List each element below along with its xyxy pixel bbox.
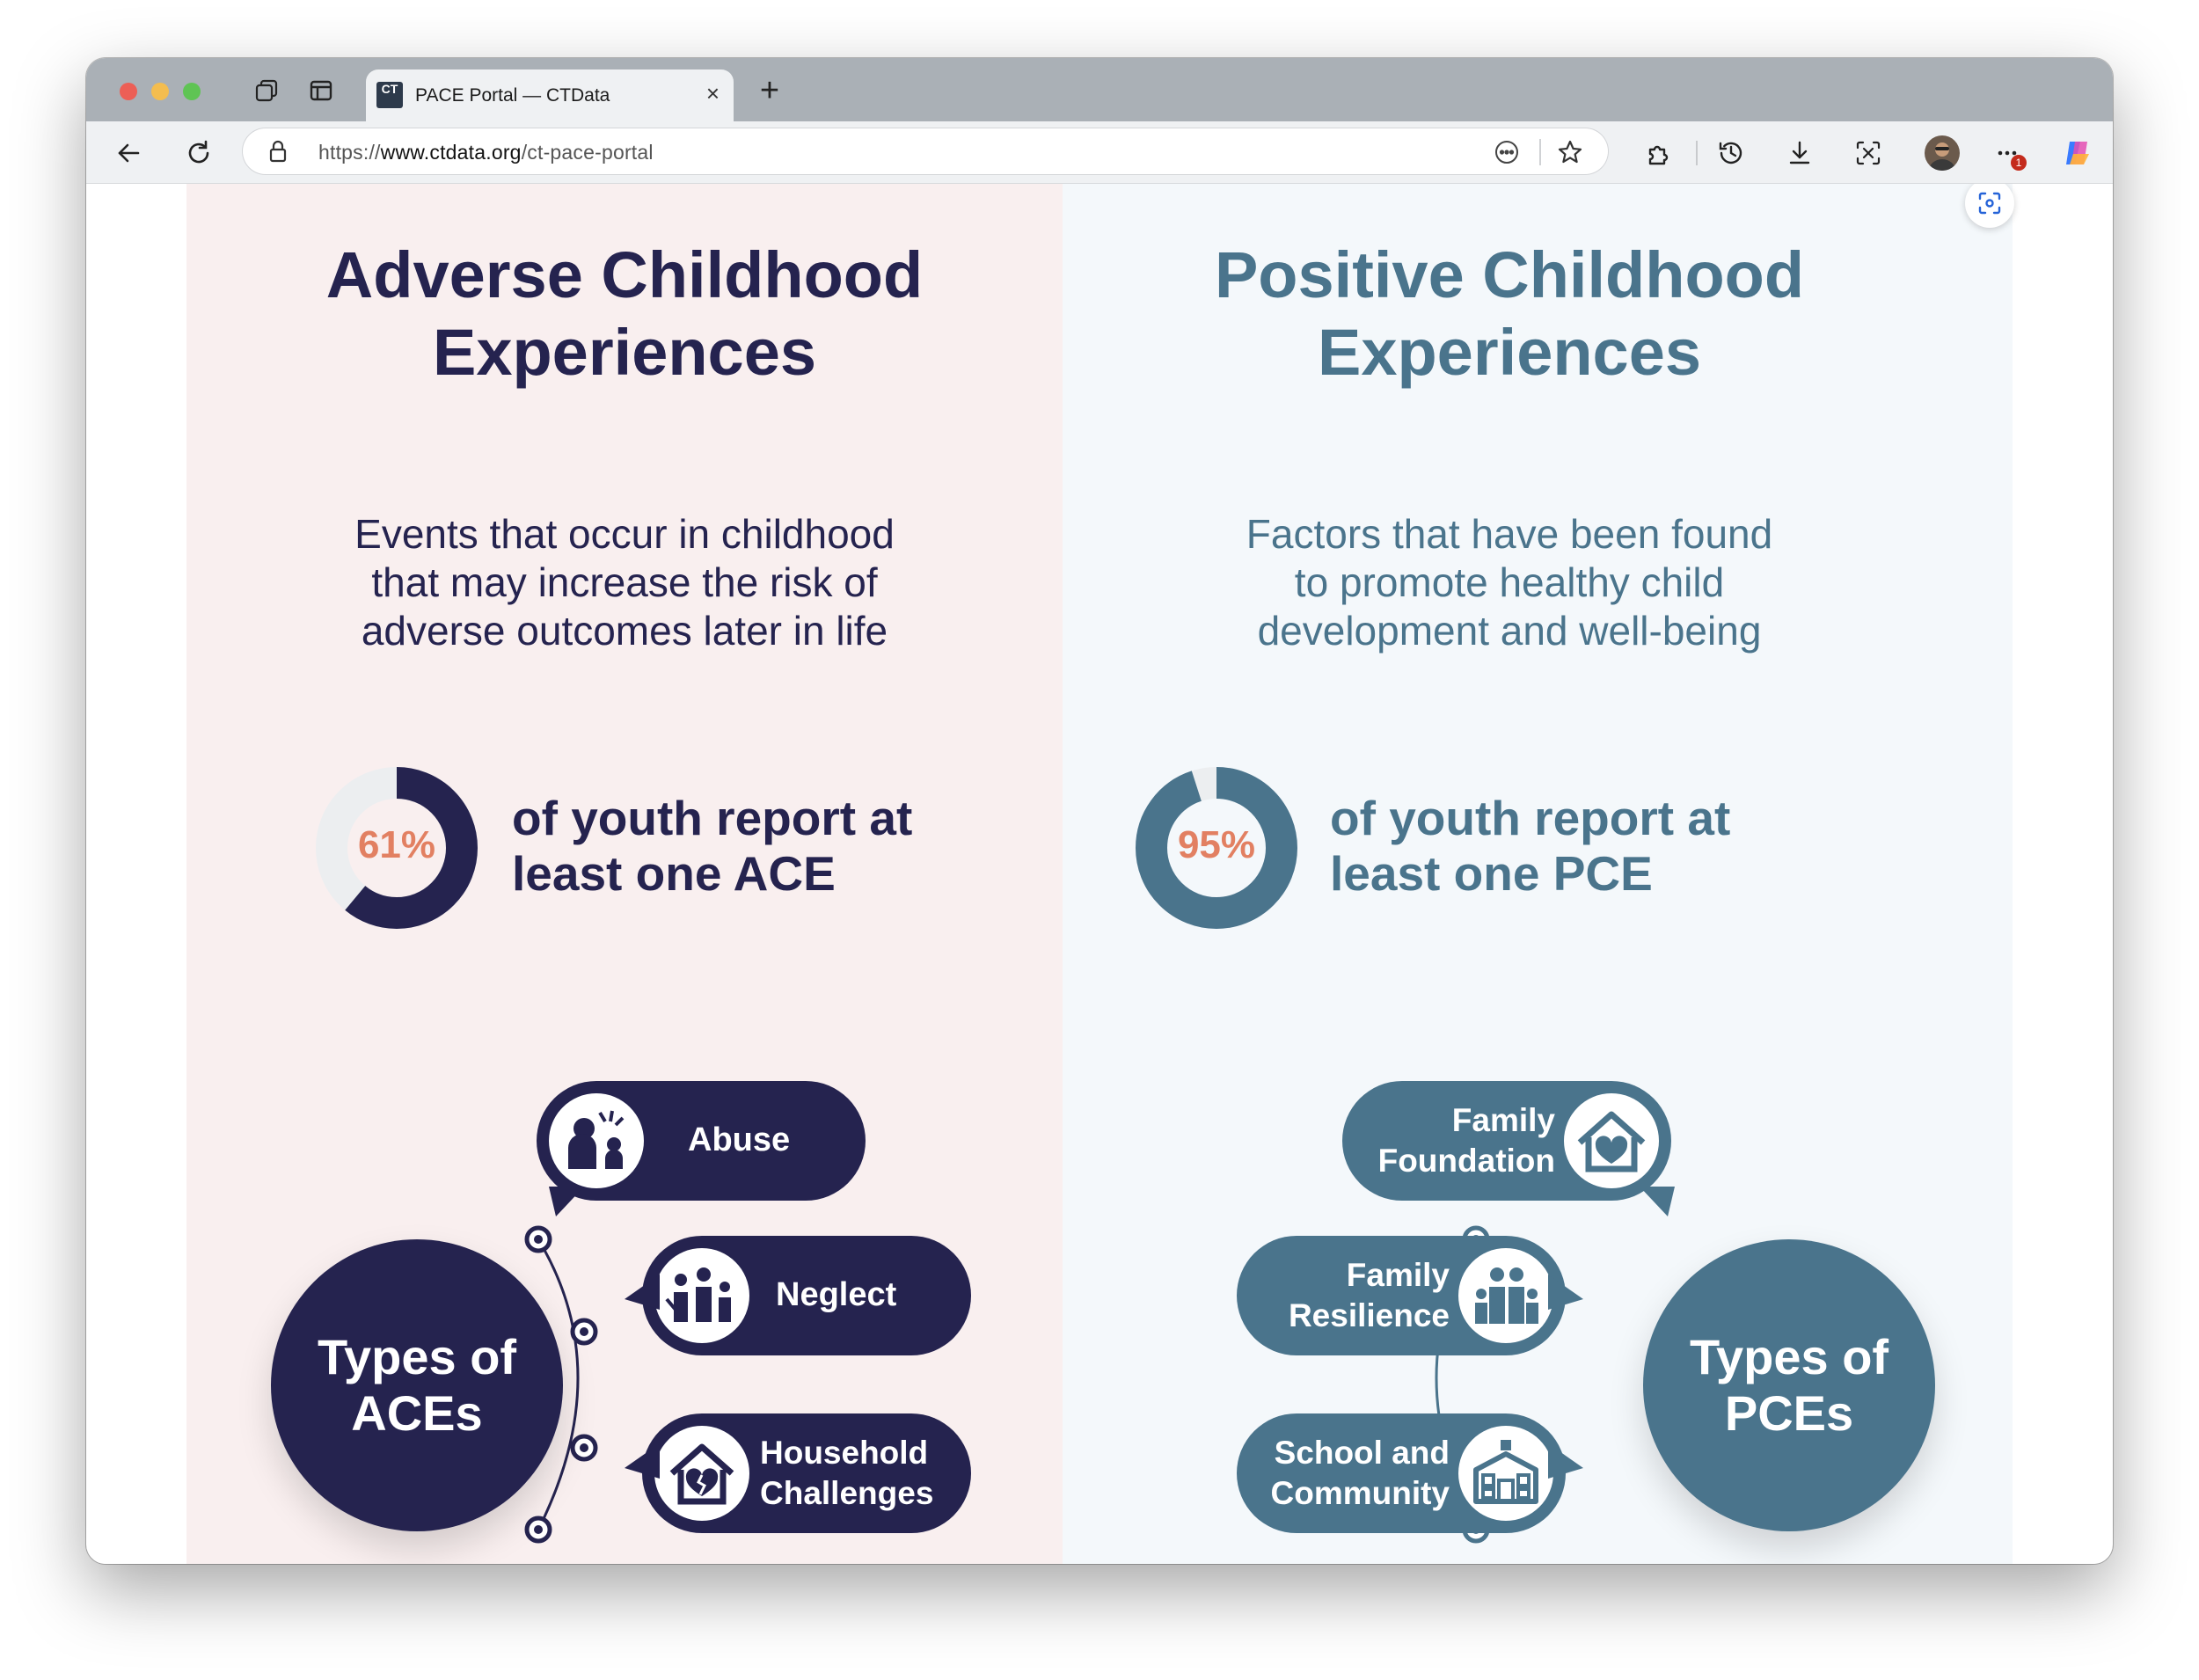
pce-type-line: Resilience: [1288, 1297, 1450, 1333]
notification-badge: 1: [2011, 155, 2027, 171]
extensions-icon[interactable]: [1643, 137, 1675, 169]
avatar[interactable]: [1925, 135, 1960, 171]
tab-title: PACE Portal — CTData: [415, 85, 610, 106]
school-icon: [1458, 1426, 1553, 1521]
new-tab-icon[interactable]: +: [759, 71, 780, 109]
aces-panel: [186, 184, 1063, 1564]
aces-types-circle: [271, 1239, 563, 1531]
pces-types-line: Types of: [1689, 1329, 1889, 1384]
minimize-window-button[interactable]: [151, 83, 169, 100]
pill-pointer: [625, 1275, 660, 1310]
pill-pointer: [549, 1187, 584, 1222]
tab-manager-icon[interactable]: [306, 76, 336, 106]
ace-type-household-line: Household: [760, 1435, 929, 1471]
pce-type-line: School and: [1274, 1435, 1450, 1471]
aces-heading-line: Adverse Childhood: [325, 238, 924, 311]
address-bar[interactable]: [243, 128, 1608, 174]
more-icon[interactable]: [1492, 137, 1522, 167]
aces-heading: [186, 237, 1063, 391]
aces-stat-percent: 61%: [357, 823, 436, 866]
toolbar: [86, 121, 2113, 184]
aces-stat-line: of youth report at: [512, 791, 913, 845]
copilot-icon[interactable]: [2060, 135, 2095, 171]
pill-pointer: [1548, 1275, 1583, 1310]
close-window-button[interactable]: [120, 83, 137, 100]
pce-type-school-and-community[interactable]: [1237, 1413, 1566, 1533]
pce-type-line: Foundation: [1377, 1143, 1555, 1179]
pce-type-line: Family: [1451, 1102, 1555, 1138]
pces-description-line: development and well-being: [1257, 608, 1762, 654]
star-icon[interactable]: [1555, 137, 1585, 167]
pces-stat-line: of youth report at: [1330, 791, 1731, 845]
pce-type-family-resilience-label: [1289, 1255, 1450, 1336]
aces-stat-text: [512, 791, 912, 902]
pce-type-line: Family: [1346, 1257, 1450, 1293]
pce-type-line: Community: [1270, 1475, 1450, 1511]
pces-description: [1034, 510, 1984, 655]
pces-heading-line: Positive Childhood: [1214, 238, 1805, 311]
close-tab-icon[interactable]: ×: [705, 80, 720, 106]
ace-type-household-label: [760, 1433, 933, 1514]
pill-pointer: [625, 1443, 660, 1479]
pces-stat-percent: 95%: [1177, 823, 1256, 866]
heart-house-icon: [1564, 1093, 1659, 1188]
ace-type-neglect[interactable]: [642, 1236, 971, 1355]
url-text[interactable]: https://www.ctdata.org/ct-pace-portal: [318, 141, 654, 164]
lock-icon[interactable]: [266, 139, 290, 164]
download-icon[interactable]: [1784, 137, 1815, 169]
neglect-icon: [654, 1248, 749, 1343]
maximize-window-button[interactable]: [183, 83, 201, 100]
back-arrow-icon[interactable]: [113, 137, 144, 169]
active-tab[interactable]: [366, 69, 734, 121]
ace-type-household-line: Challenges: [760, 1475, 934, 1511]
pces-panel: [1063, 184, 2013, 1564]
history-icon[interactable]: [1715, 137, 1747, 169]
settings-menu-icon[interactable]: [1991, 137, 2023, 169]
broken-heart-house-icon: [654, 1426, 749, 1521]
pces-types-circle: [1643, 1239, 1935, 1531]
divider: [1696, 141, 1698, 165]
aces-types-line: ACEs: [351, 1385, 483, 1441]
pill-pointer: [1640, 1187, 1675, 1222]
pces-heading: [1034, 237, 1984, 391]
pces-description-line: Factors that have been found: [1246, 511, 1773, 557]
pce-type-family-resilience[interactable]: [1237, 1236, 1566, 1355]
page-content: [93, 184, 2106, 1564]
pce-type-family-foundation-label: [1378, 1100, 1555, 1181]
tab-bar: [86, 58, 2113, 121]
aces-description-line: that may increase the risk of: [371, 559, 878, 605]
ace-type-neglect-label: Neglect: [776, 1276, 897, 1313]
aces-description-line: Events that occur in childhood: [354, 511, 895, 557]
pces-stat-text: [1330, 791, 1730, 902]
aces-description-line: adverse outcomes later in life: [361, 608, 888, 654]
family-icon: [1458, 1248, 1553, 1343]
divider: [1539, 139, 1541, 165]
ace-type-household-challenges[interactable]: [642, 1413, 971, 1533]
pces-heading-line: Experiences: [1317, 316, 1702, 389]
browser-window: [86, 58, 2113, 1564]
pill-pointer: [1548, 1443, 1583, 1479]
aces-types-line: Types of: [317, 1329, 517, 1384]
reload-icon[interactable]: [183, 137, 215, 169]
pce-type-school-label: [1271, 1433, 1450, 1514]
pces-stat-line: least one PCE: [1330, 846, 1653, 901]
abuse-icon: [549, 1093, 644, 1188]
workspace-icon[interactable]: [252, 76, 281, 106]
aces-stat-line: least one ACE: [512, 846, 836, 901]
pces-types-line: PCEs: [1724, 1385, 1854, 1441]
pces-description-line: to promote healthy child: [1294, 559, 1725, 605]
aces-heading-line: Experiences: [432, 316, 817, 389]
pce-type-family-foundation[interactable]: [1342, 1081, 1671, 1201]
ctdata-favicon: CT: [376, 82, 403, 108]
screenshot-icon[interactable]: [1852, 137, 1884, 169]
aces-description: [186, 510, 1063, 655]
ace-type-abuse[interactable]: [537, 1081, 866, 1201]
ace-type-abuse-label: Abuse: [688, 1121, 791, 1158]
